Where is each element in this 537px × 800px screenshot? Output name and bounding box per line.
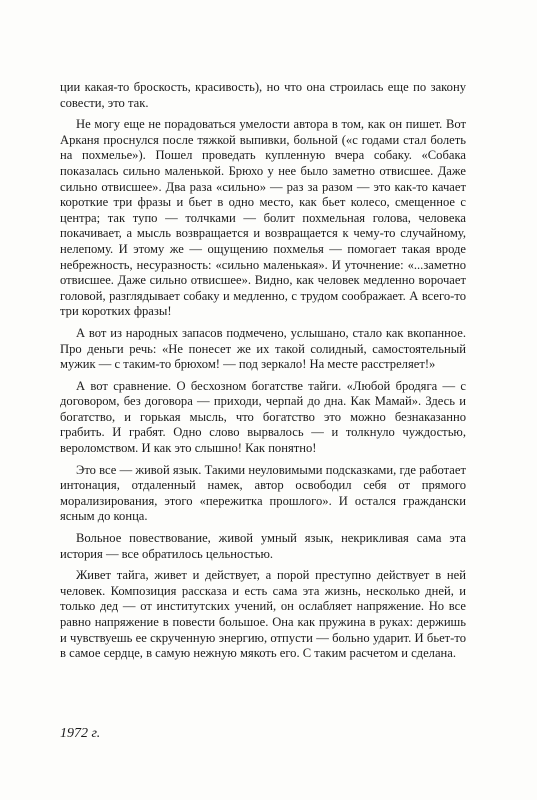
- paragraph-6: Вольное повествование, живой умный язык, некрикливая сама эта история — все обратилось цельностью.: [60, 531, 466, 561]
- body-text: [60, 80, 466, 668]
- date-signature: 1972 г.: [60, 726, 101, 741]
- paragraph-7: Живет тайга, живет и действует, а порой преступно действует в ней человек. Композиция рассказа и есть сама эта жизнь, несколько дней, и только дед — от институтских учений, он ослабляет напряжение. Но все равно напряжение в повести большое. Она как пружина в руках: держишь и чувствуешь ее скрученную энергию, отпусти — больно ударит. И бьет-то в самое сердце, в самую нежную мякоть его. С таким расчетом и сделана.: [60, 568, 466, 661]
- paragraph-1: ции какая-то броскость, красивость), но что она строилась еще по закону совести, это так.: [60, 80, 466, 110]
- paragraph-4: А вот сравнение. О бесхозном богатстве тайги. «Любой бродяга — с договором, без договора — приходи, черпай до дна. Как Мамай». Здесь и богатство, и горькая мысль, что богатство это можно безнаказанно грабить. И грабят. Одно слово вырвалось — и толкнуло чуждостью, вероломством. И как это слышно! Как понятно!: [60, 378, 466, 456]
- paragraph-3: А вот из народных запасов подмечено, услышано, стало как вкопанное. Про деньги речь: «Не понесет же их такой солидный, самостоятельный мужик — с таким-то брюхом! — под зеркало! На месте расстреляет!»: [60, 325, 466, 372]
- paragraph-5: Это все — живой язык. Такими неуловимыми подсказками, где работает интонация, отдаленный намек, автор освободил себя от прямого морализирования, этого «пережитка прошлого». И остался граждански ясным до конца.: [60, 462, 466, 524]
- paragraph-2: Не могу еще не порадоваться умелости автора в том, как он пишет. Вот Арканя проснулся после тяжкой выпивки, больной («с годами стал болеть на похмелье»). Пошел проведать купленную вчера собаку. «Собака показалась сильно маленькой. Брюхо у нее было заметно отвисшее. Даже сильно отвисшее». Два раза «сильно» — раз за разом — это как-то качает короткие три фразы и бьет в одно место, как бьет колесо, смещенное с центра; так тупо — толчками — болит похмельная голова, человека покачивает, а мысль возвращается и возвращается к чему-то случайному, нелепому. И этому же — ощущению похмелья — помогает такая вроде небрежность, несуразность: «сильно маленькая». И уточнение: «...заметно отвисшее. Даже сильно отвисшее». Видно, как человек медленно ворочает головой, разглядывает собаку и медленно, с трудом соображает. А всего-то три коротких фразы!: [60, 117, 466, 319]
